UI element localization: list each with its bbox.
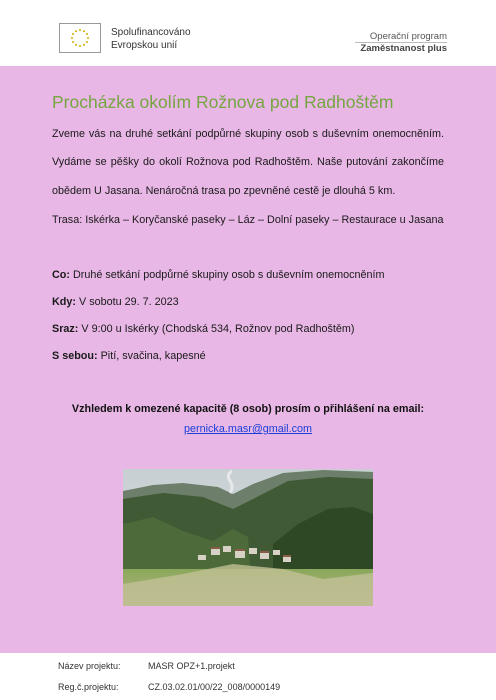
header — [0, 0, 496, 66]
sebou-label: S sebou: — [52, 350, 98, 362]
co-value: Druhé setkání podpůrné skupiny osob s duševním onemocněním — [70, 269, 385, 281]
registration-number-label: Reg.č.projektu: — [58, 682, 119, 692]
route-line: Trasa: Iskérka – Koryčanské paseky – Láz – Dolní paseky – Restaurace u Jasana — [52, 214, 444, 226]
kdy-value: V sobotu 29. 7. 2023 — [76, 296, 179, 308]
program-line-2: Zaměstnanost plus — [360, 43, 447, 54]
eu-flag-icon — [59, 23, 101, 53]
eu-cofinancing-text — [111, 26, 191, 52]
intro-line-2: Vydáme se pěšky do okolí Rožnova pod Radhoštěm. Naše putování zakončíme — [52, 156, 444, 168]
project-name-label: Název projektu: — [58, 661, 121, 671]
landscape-photo — [123, 469, 373, 606]
sraz-value: V 9:00 u Iskérky (Chodská 534, Rožnov pod Radhoštěm) — [78, 323, 355, 335]
main-section — [0, 66, 496, 653]
operational-program-text — [360, 31, 447, 55]
co-label: Co: — [52, 269, 70, 281]
program-line-1: Operační program — [369, 31, 447, 42]
page-title: Procházka okolím Rožnova pod Radhoštěm — [52, 92, 394, 112]
registration-notice: Vzhledem k omezené kapacitě (8 osob) prosím o přihlášení na email: — [71, 403, 425, 415]
eu-line-2: Evropskou unií — [111, 40, 178, 51]
registration-number-value: CZ.03.02.01/00/22_008/0000149 — [148, 682, 281, 692]
sraz-label: Sraz: — [52, 323, 79, 335]
eu-line-1: Spolufinancováno — [111, 27, 191, 38]
email-row — [0, 423, 496, 435]
kdy-label: Kdy: — [52, 296, 76, 308]
sebou-row — [52, 349, 444, 363]
kdy-row — [52, 295, 444, 309]
project-name-value: MASR OPZ+1.projekt — [148, 661, 235, 671]
co-row — [52, 268, 444, 282]
sraz-row — [52, 322, 444, 336]
intro-line-1: Zveme vás na druhé setkání podpůrné skupiny osob s duševním onemocněním. — [52, 128, 444, 140]
sebou-value: Pití, svačina, kapesné — [97, 350, 206, 362]
email-link[interactable]: pernicka.masr@gmail.com — [184, 423, 312, 435]
footer — [0, 653, 496, 700]
program-divider — [355, 42, 447, 43]
intro-line-3: obědem U Jasana. Nenáročná trasa po zpevněné cestě je dlouhá 5 km. — [52, 185, 396, 197]
